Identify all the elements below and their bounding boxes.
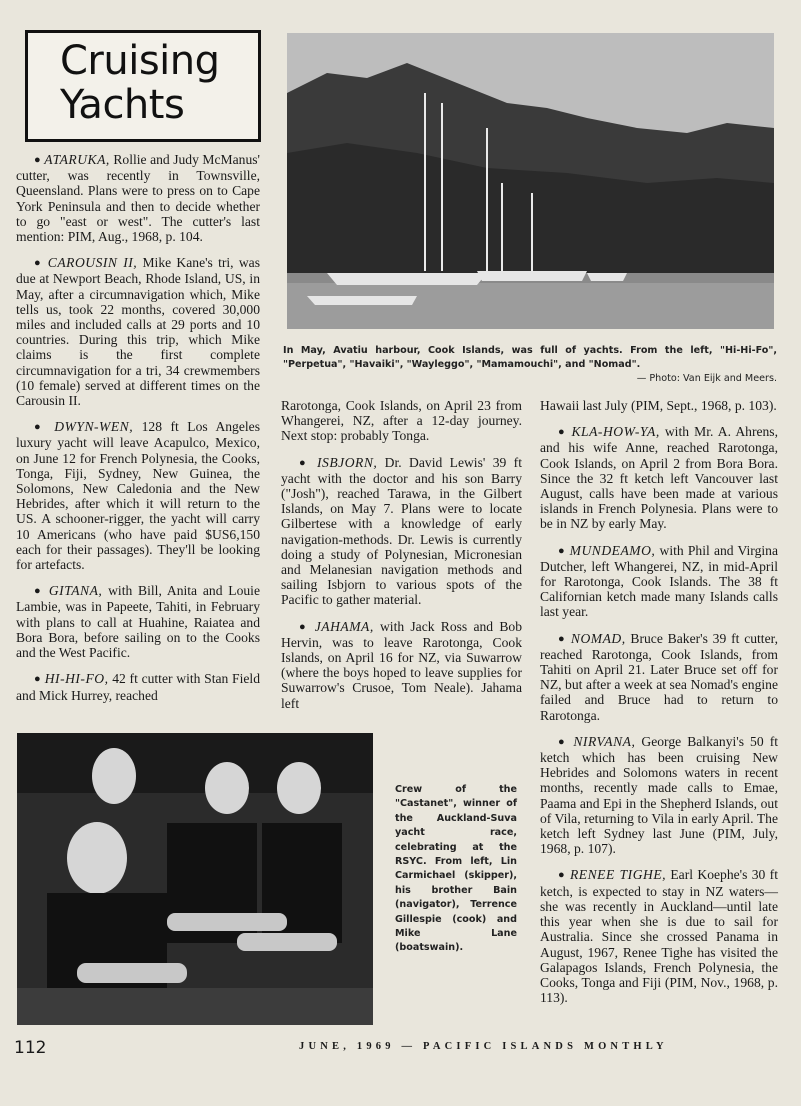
entry-nomad: ● NOMAD, Bruce Baker's 39 ft cutter, reached Rarotonga, Cook Islands, from Tahiti on April 21. Later Bruce set off for NZ, but after a week at sea Nomad's engine failed and Bruce had to return to Rarotonga. bbox=[540, 630, 778, 723]
entry-ataruka: ● ATARUKA, Rollie and Judy McManus' cutter, was recently in Townsville, Queensland. Plans were to press on to Cape York Peninsula and then to decide whether to go "east or west". The cutter's last mention: PIM, Aug., 1968, p. 104. bbox=[16, 152, 260, 245]
entry-kla-how-ya: ● KLA-HOW-YA, with Mr. A. Ahrens, and his wife Anne, reached Rarotonga, Cook Islands, on April 2 from Bora Bora. Since the 32 ft ketch left Vancouver last August, calls have been made at various islands in French Polynesia. Plans were to be in NZ by early May. bbox=[540, 424, 778, 532]
harbour-caption-text: In May, Avatiu harbour, Cook Islands, was full of yachts. From the left, "Hi-Hi-Fo", "Perpetua", "Havaiki", "Wayleggo", "Mamamouchi", and "Nomad". bbox=[283, 345, 777, 370]
harbour-photo bbox=[287, 33, 774, 329]
page-footer bbox=[14, 1040, 784, 1058]
section-title-box bbox=[25, 30, 261, 142]
column-2 bbox=[281, 398, 522, 722]
entry-nirvana: ● NIRVANA, George Balkanyi's 50 ft ketch which has been cruising New Hebrides and Solomons waters in recent months, recently made calls to Emae, Paama and Epi in the Shepherd Islands, out of Vila, returning to Vila in early April. The ketch left Sydney last June (PIM, July, 1968, p. 107). bbox=[540, 733, 778, 857]
entry-renee-tighe: ● RENEE TIGHE, Earl Koephe's 30 ft ketch, is expected to stay in NZ waters—she was recently in Auckland—until late this year when she is due to sail for Australia. Since she crossed Panama in August, 1967, Renee Tighe has visited the Galapagos Islands, French Polynesia, the Cooks, Tonga and Fiji (PIM, Nov., 1968, p. 113). bbox=[540, 867, 778, 1006]
bullet-icon: ● bbox=[34, 257, 43, 270]
bullet-icon: ● bbox=[34, 673, 41, 686]
bullet-icon: ● bbox=[34, 421, 46, 434]
bullet-icon: ● bbox=[558, 544, 566, 557]
harbour-photo-credit: — Photo: Van Eijk and Meers. bbox=[636, 373, 777, 384]
crew-photo-caption: Crew of the "Castanet", winner of the Auckland-Suva yacht race, celebrating at the RSYC. From left, Lin Carmichael (skipper), his brother Bain (navigator), Terrence Gillespie (cook) and Mike Lane (boatswain). bbox=[395, 784, 517, 954]
harbour-photo-caption bbox=[283, 344, 777, 386]
bullet-icon: ● bbox=[34, 585, 44, 598]
entry-carousin: ● CAROUSIN II, Mike Kane's tri, was due at Newport Beach, Rhode Island, US, in May, after a circumnavigation which, Mike tells us, took 22 months, covered 30,000 miles and included calls at 29 ports and 10 countries. During this trip, which Mike claims is the first complete circumnavigation for a tri, 34 crewmembers (10 female) served at different times on the Carousin II. bbox=[16, 255, 260, 409]
entry-gitana: ● GITANA, with Bill, Anita and Louie Lambie, was in Papeete, Tahiti, in February with plans to call at Huahine, Raiatea and Bora Bora, before sailing on to the Cooks and the West Pacific. bbox=[16, 583, 260, 661]
entry-mundeamo: ● MUNDEAMO, with Phil and Virgina Dutcher, left Whangerei, NZ, in mid-April for Rarotonga, Cook Islands. The 38 ft Californian ketch made many Islands calls last year. bbox=[540, 542, 778, 620]
entry-jahama-cont: Hawaii last July (PIM, Sept., 1968, p. 103). bbox=[540, 398, 777, 413]
column-3 bbox=[540, 398, 778, 1016]
running-head: JUNE, 1969 — PACIFIC ISLANDS MONTHLY bbox=[299, 1041, 668, 1052]
page-number: 112 bbox=[14, 1038, 47, 1058]
column-1 bbox=[16, 152, 260, 714]
entry-dwyn-wen: ● DWYN-WEN, 128 ft Los Angeles luxury yacht will leave Acapulco, Mexico, on June 12 for French Polynesia, the Cooks, Tonga, Fiji, Sydney, New Guinea, the Solomons, New Caledonia and the New Hebrides, after which it will return to the US. A schooner-rigger, the yacht will carry 10 Americans (who have paid $US6,150 each for their passages). They'll be looking for artefacts. bbox=[16, 419, 260, 573]
entry-jahama: ● JAHAMA, with Jack Ross and Bob Hervin, was to leave Rarotonga, Cook Islands, on April 16 for NZ, via Suwarrow (where the boys hoped to leave supplies for Suwarrow's Crusoe, Tom Neale). Jahama left bbox=[281, 618, 522, 711]
bullet-icon: ● bbox=[558, 869, 566, 882]
bullet-icon: ● bbox=[558, 632, 567, 645]
entry-hi-hi-fo: ● HI-HI-FO, 42 ft cutter with Stan Field and Mick Hurrey, reached bbox=[16, 671, 260, 703]
bullet-icon: ● bbox=[558, 735, 568, 748]
entry-isbjorn: ● ISBJORN, Dr. David Lewis' 39 ft yacht with the doctor and his son Barry ("Josh"), reached Tarawa, in the Gilbert Islands, on May 7. Plans were to locate Gilbertese with a knowledge of early navigation-methods. Dr. Lewis is currently doing a study of Polynesian, Micronesian and Melanesian navigation methods and sailing Isbjorn to various spots of the Pacific to gather material. bbox=[281, 454, 522, 608]
bullet-icon: ● bbox=[299, 456, 310, 469]
section-title-line2: Yachts bbox=[60, 82, 185, 128]
crew-photo bbox=[17, 733, 373, 1025]
bullet-icon: ● bbox=[299, 620, 309, 633]
bullet-icon: ● bbox=[34, 154, 41, 166]
entry-hi-hi-fo-cont: Rarotonga, Cook Islands, on April 23 from Whangerei, NZ, after a 12-day journey. Next stop: probably Tonga. bbox=[281, 398, 522, 444]
section-title-line1: Cruising bbox=[60, 38, 220, 84]
bullet-icon: ● bbox=[558, 426, 567, 439]
